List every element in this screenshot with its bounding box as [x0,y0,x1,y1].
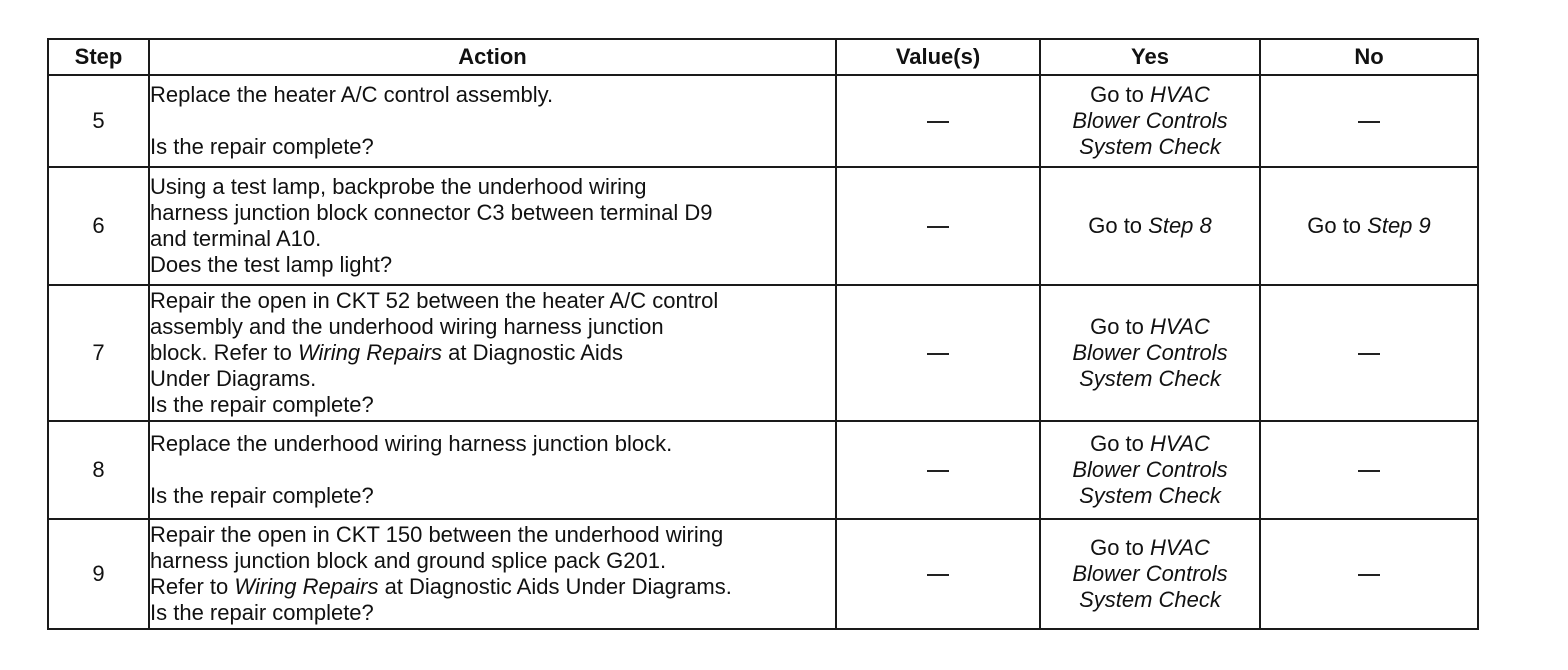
action-line [150,340,835,366]
action-line: Is the repair complete? [150,483,374,508]
yes-link[interactable]: Blower Controls [1072,561,1228,586]
action-line: harness junction block and ground splice pack G201. [150,548,667,573]
yes-link[interactable]: System Check [1079,483,1221,508]
action-line: and terminal A10. [150,226,322,251]
dash-mark [1358,121,1380,123]
yes-link[interactable]: Blower Controls [1072,340,1228,365]
yes-cell [1040,75,1260,167]
dash-mark [927,353,949,355]
yes-link[interactable]: HVAC [1150,431,1210,456]
value-cell [836,75,1040,167]
dash-mark [927,121,949,123]
table-row [48,167,1478,285]
yes-link[interactable]: Blower Controls [1072,108,1228,133]
action-ref-prefix: block. Refer to [150,340,298,365]
dash-mark [1358,353,1380,355]
action-line: Is the repair complete? [150,392,374,417]
no-cell [1260,285,1478,421]
no-step-link[interactable]: Step 9 [1367,213,1431,238]
table-row [48,285,1478,421]
table-row [48,75,1478,167]
action-line [150,574,835,600]
action-line: Replace the heater A/C control assembly. [150,82,554,107]
yes-prefix: Go to [1090,314,1150,339]
yes-link[interactable]: HVAC [1150,82,1210,107]
yes-cell [1040,421,1260,519]
no-cell [1260,519,1478,629]
step-number: 5 [48,75,149,167]
yes-cell [1040,519,1260,629]
value-cell [836,285,1040,421]
action-cell [149,421,836,519]
header-values: Value(s) [836,39,1040,75]
wiring-repairs-link[interactable]: Wiring Repairs [234,574,379,599]
header-no: No [1260,39,1478,75]
action-line [150,457,835,483]
wiring-repairs-link[interactable]: Wiring Repairs [297,340,443,365]
table-row [48,421,1478,519]
yes-link[interactable]: System Check [1079,366,1221,391]
yes-prefix: Go to [1090,535,1150,560]
header-row [48,39,1478,75]
action-line: Is the repair complete? [150,134,374,159]
no-cell [1260,75,1478,167]
diagnostic-table [47,38,1479,630]
action-ref-suffix: at Diagnostic Aids [442,340,624,365]
action-line: Under Diagrams. [150,366,317,391]
yes-link[interactable]: HVAC [1150,314,1210,339]
action-line: Replace the underhood wiring harness junction block. [150,431,673,456]
yes-link[interactable]: System Check [1079,587,1221,612]
no-prefix: Go to [1307,213,1368,238]
yes-prefix: Go to [1090,431,1150,456]
value-cell [836,519,1040,629]
yes-link[interactable]: System Check [1079,134,1221,159]
no-cell [1260,167,1478,285]
header-action: Action [149,39,836,75]
action-cell [149,519,836,629]
action-cell [149,75,836,167]
yes-cell [1040,285,1260,421]
action-line [150,108,835,134]
step-number: 9 [48,519,149,629]
yes-link[interactable]: Blower Controls [1072,457,1228,482]
yes-cell [1040,167,1260,285]
action-cell [149,167,836,285]
action-line: Repair the open in CKT 150 between the underhood wiring [150,522,724,547]
header-yes: Yes [1040,39,1260,75]
step-number: 6 [48,167,149,285]
step-number: 7 [48,285,149,421]
action-line: Using a test lamp, backprobe the underhood wiring [150,174,647,199]
no-cell [1260,421,1478,519]
step-number: 8 [48,421,149,519]
action-ref-suffix: at Diagnostic Aids Under Diagrams. [378,574,732,599]
yes-prefix: Go to [1088,213,1149,238]
value-cell [836,421,1040,519]
dash-mark [1358,470,1380,472]
dash-mark [927,226,949,228]
action-line: Repair the open in CKT 52 between the heater A/C control [150,288,719,313]
dash-mark [927,574,949,576]
action-line: harness junction block connector C3 between terminal D9 [150,200,713,225]
yes-prefix: Go to [1090,82,1150,107]
action-line: assembly and the underhood wiring harness junction [150,314,664,339]
dash-mark [1358,574,1380,576]
dash-mark [927,470,949,472]
table-row [48,519,1478,629]
action-line: Does the test lamp light? [150,252,393,277]
action-ref-prefix: Refer to [150,574,235,599]
yes-step-link[interactable]: Step 8 [1148,213,1212,238]
value-cell [836,167,1040,285]
action-line: Is the repair complete? [150,600,374,625]
action-cell [149,285,836,421]
yes-link[interactable]: HVAC [1150,535,1210,560]
header-step: Step [48,39,149,75]
